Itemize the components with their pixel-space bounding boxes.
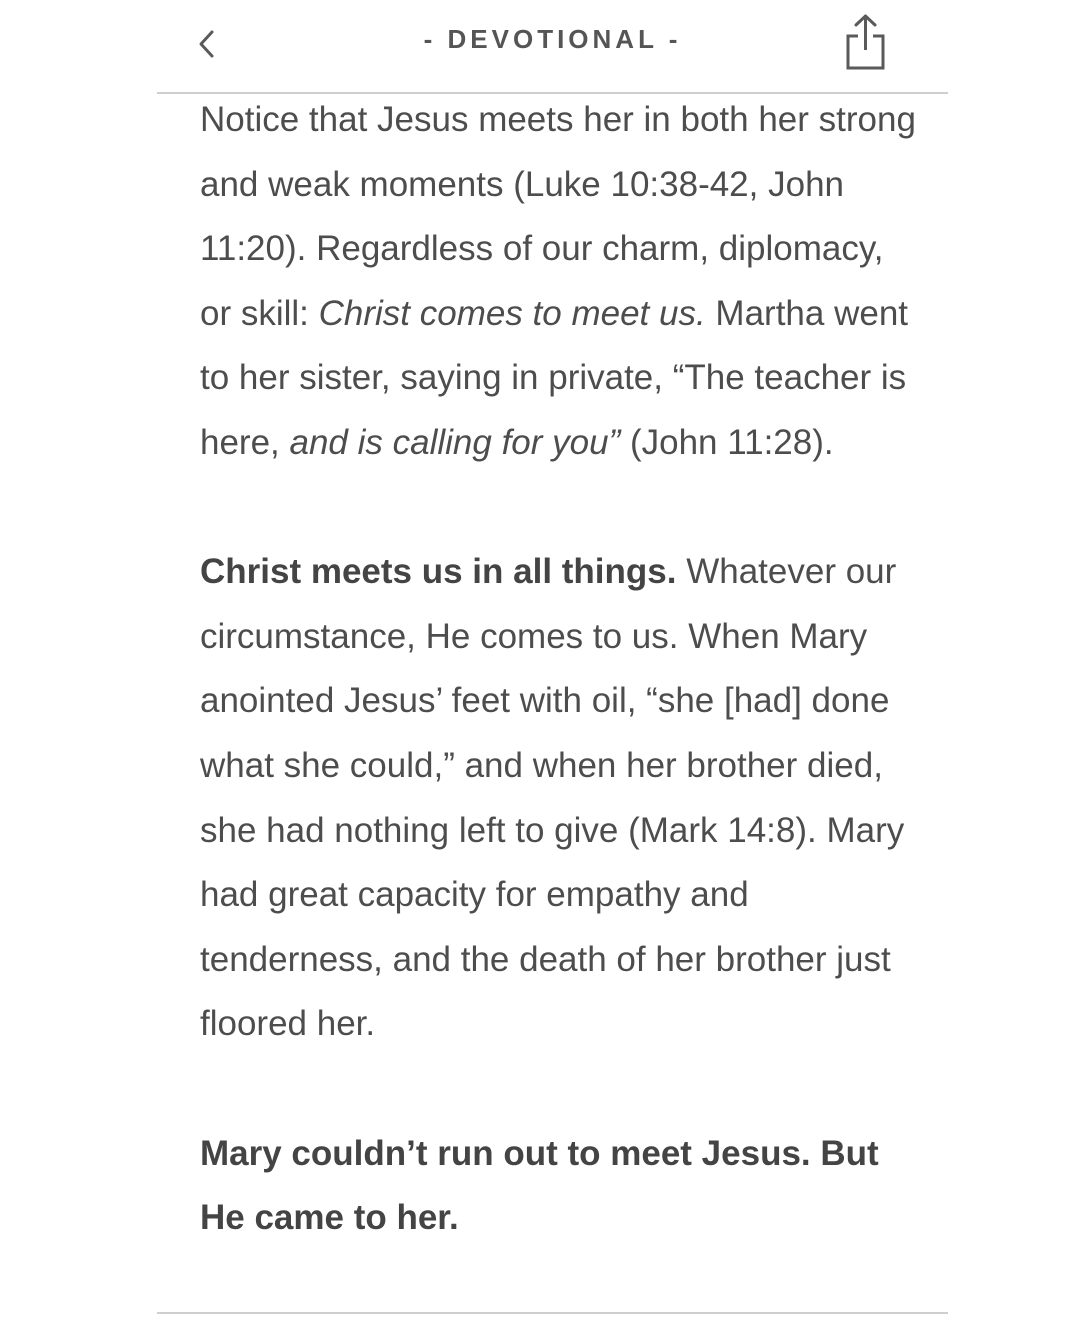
bottom-divider (157, 1312, 948, 1314)
paragraph-2-lead: Christ meets us in all things. (200, 552, 677, 592)
paragraph-2 (200, 540, 920, 1057)
emphasis-christ-comes: Christ comes to meet us. (318, 293, 706, 333)
paragraph-2-text: Whatever our circumstance, He comes to us. When Mary anointed Jesus’ feet with oil, “she [had] done what she could,” and when her brother died, she had nothing left to give (Mark 14:8). Mary had great capacity for empathy and tenderness, and the death of her brother just floored her. (200, 552, 905, 1044)
page-title: - DEVOTIONAL - (423, 24, 682, 54)
devotional-body (200, 88, 920, 1251)
share-icon (841, 59, 891, 76)
paragraph-1-text: Notice that Jesus meets her in both her strong and weak moments (Luke 10:38-42, John 11:20). Regardless of our charm, diplomacy, or skill: (200, 100, 916, 333)
paragraph-1-text-cont: Martha went to her sister, saying in private, “The teacher is here, (200, 293, 909, 462)
top-nav-bar (157, 0, 948, 94)
paragraph-1 (200, 88, 920, 476)
share-button[interactable] (841, 12, 891, 72)
emphasis-calling-for-you: and is calling for you” (289, 422, 621, 462)
paragraph-3 (200, 1122, 920, 1251)
scripture-reference: (John 11:28). (620, 422, 834, 462)
paragraph-3-text: Mary couldn’t run out to meet Jesus. But He came to her. (200, 1133, 879, 1238)
